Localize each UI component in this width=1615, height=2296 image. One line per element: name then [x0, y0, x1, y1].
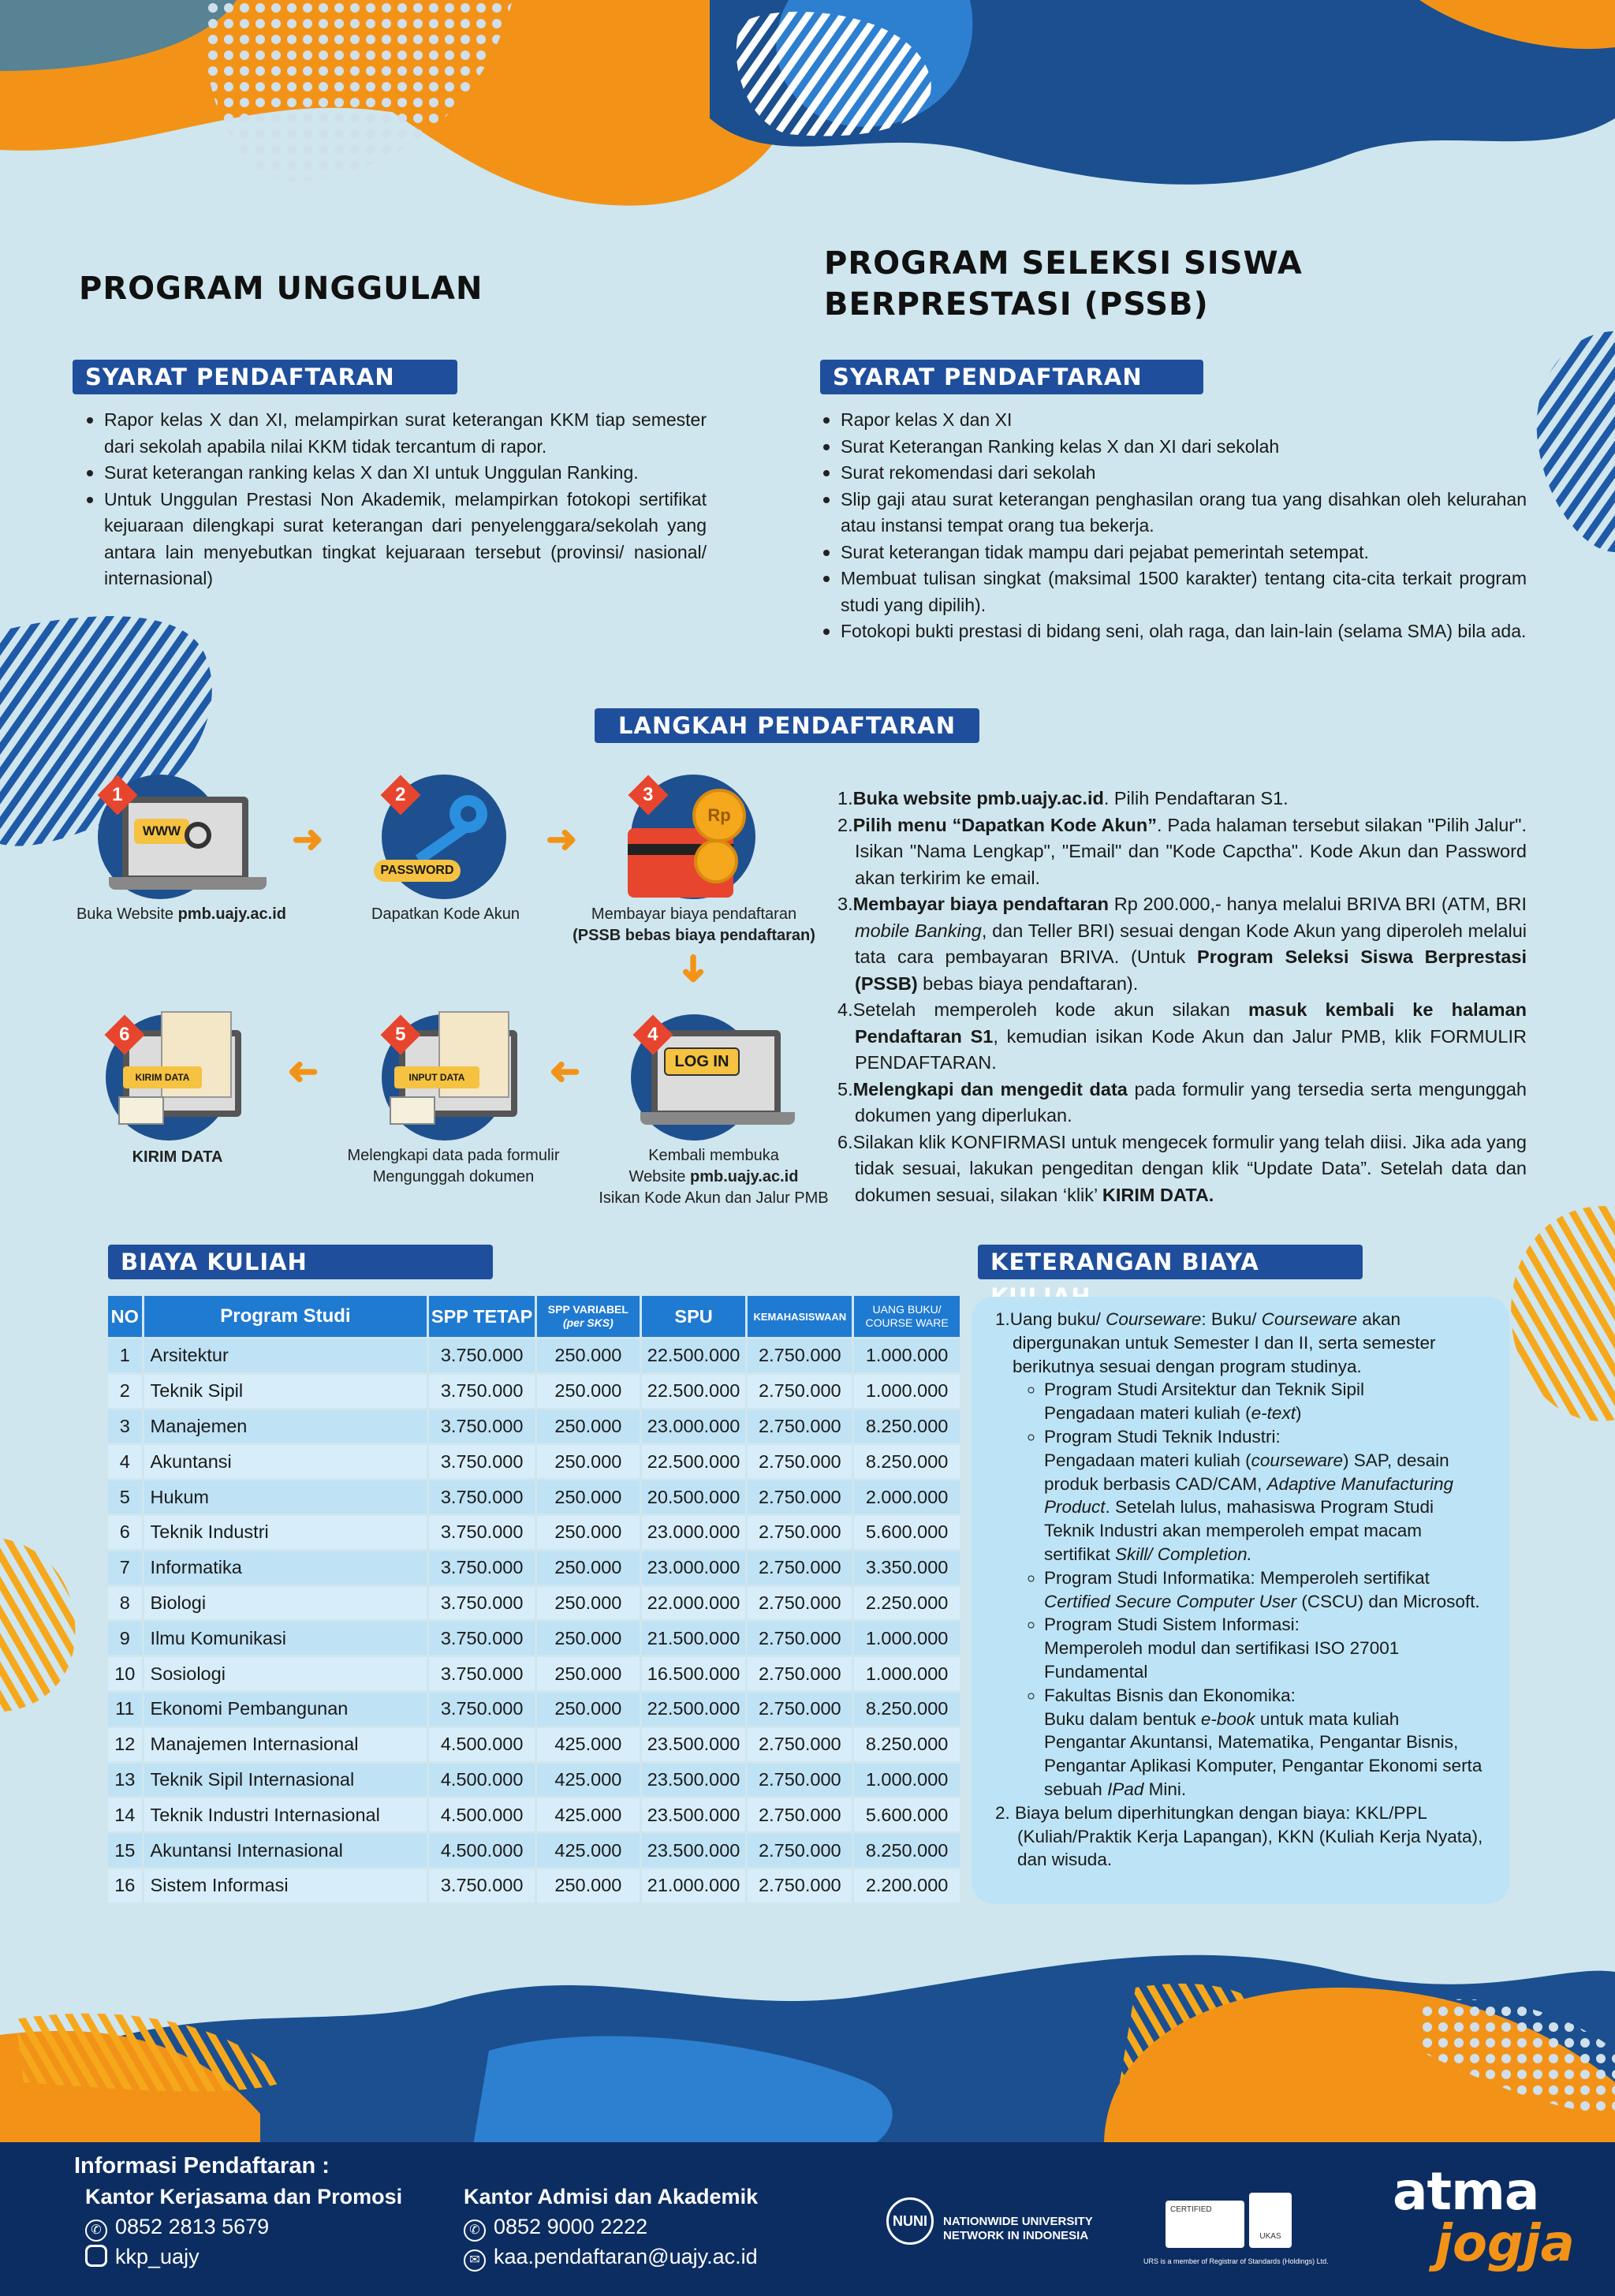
table-row	[108, 1693, 960, 1726]
fee-cell: 21.000.000	[642, 1869, 746, 1902]
fee-cell: 4.500.000	[429, 1798, 535, 1831]
table-row	[108, 1622, 960, 1655]
program-name: Sistem Informasi	[144, 1869, 427, 1902]
fee-cell: 250.000	[537, 1339, 640, 1372]
fee-cell: 23.000.000	[642, 1516, 746, 1549]
fee-cell: 3.750.000	[429, 1693, 535, 1726]
fee-cell: 3.750.000	[429, 1622, 535, 1655]
row-number: 6	[108, 1516, 142, 1549]
col-kemahasiswaan: KEMAHASISWAAN	[748, 1296, 852, 1337]
fee-cell: 23.000.000	[642, 1551, 746, 1585]
list-item: ◦ Fakultas Bisnis dan Ekonomika: Buku dalam bentuk e-book untuk mata kuliah Pengantar Akuntansi, Matematika, Pengantar Bisnis, Pengantar Aplikasi Komputer, Pengantar Ekonomi serta sebuah IPad Mini.	[1044, 1684, 1484, 1801]
atma-logo: atma	[1393, 2161, 1539, 2222]
id-card-icon	[390, 1096, 435, 1125]
fee-cell: 2.750.000	[748, 1657, 852, 1690]
fee-cell: 2.750.000	[748, 1834, 852, 1867]
fee-cell: 2.750.000	[748, 1869, 852, 1902]
fee-cell: 16.500.000	[642, 1657, 746, 1690]
fee-cell: 2.750.000	[748, 1587, 852, 1620]
fee-cell: 2.750.000	[748, 1798, 852, 1831]
table-row	[108, 1375, 960, 1408]
step2-caption: Dapatkan Kode Akun	[371, 905, 520, 923]
table-row	[108, 1551, 960, 1585]
fee-cell: 2.750.000	[748, 1445, 852, 1478]
fee-cell: 4.500.000	[429, 1728, 535, 1761]
fee-cell: 23.500.000	[642, 1834, 746, 1867]
certified-logo: CERTIFIED	[1166, 2201, 1244, 2248]
fee-cell: 2.750.000	[748, 1516, 852, 1549]
program-name: Ekonomi Pembangunan	[144, 1693, 427, 1726]
fee-cell: 2.750.000	[748, 1693, 852, 1726]
row-number: 8	[108, 1587, 142, 1620]
biaya-kuliah-tag: BIAYA KULIAH	[108, 1245, 493, 1279]
keterangan-text	[995, 1308, 1484, 1872]
instagram-icon	[85, 2245, 107, 2267]
program-unggulan-title: PROGRAM UNGGULAN	[79, 271, 483, 307]
password-icon: PASSWORD	[374, 860, 461, 882]
right-syarat-tag: SYARAT PENDAFTARAN	[820, 360, 1203, 394]
fee-cell: 2.250.000	[854, 1587, 960, 1620]
keterangan-tag: KETERANGAN BIAYA	[978, 1245, 1363, 1279]
fee-cell: 8.250.000	[854, 1410, 960, 1443]
instagram-handle: kkp_uajy	[115, 2245, 200, 2268]
fee-cell: 425.000	[537, 1798, 640, 1831]
fee-cell: 3.750.000	[429, 1339, 535, 1372]
fee-cell: 8.250.000	[854, 1445, 960, 1478]
fee-table	[106, 1294, 962, 1905]
fee-cell: 1.000.000	[854, 1339, 960, 1372]
fee-cell: 250.000	[537, 1622, 640, 1655]
fee-cell: 22.500.000	[642, 1375, 746, 1408]
pssb-title: PROGRAM SELEKSI SISWA BERPRESTASI (PSSB)	[824, 245, 1303, 323]
list-item: Surat keterangan ranking kelas X dan XI untuk Unggulan Ranking.	[84, 460, 707, 487]
phone-icon: ✆	[464, 2219, 486, 2242]
fee-cell: 2.750.000	[748, 1339, 852, 1372]
nuni-text: NATIONWIDE UNIVERSITY NETWORK IN INDONESIA	[943, 2215, 1093, 2242]
list-item: Fotokopi bukti prestasi di bidang seni, olah raga, dan lain-lain (selama SMA) bila ada.	[820, 618, 1527, 645]
ukas-logo: UKAS	[1249, 2193, 1292, 2248]
fee-cell: 425.000	[537, 1764, 640, 1797]
fee-cell: 250.000	[537, 1587, 640, 1620]
note-2: 2. Biaya belum diperhitungkan dengan biaya: KKL/PPL (Kuliah/Praktik Kerja Lapangan), KKN (Kuliah Kerja Nyata), dan wisuda.	[995, 1802, 1483, 1870]
fee-cell: 1.000.000	[854, 1764, 960, 1797]
note-1-sublist	[995, 1378, 1484, 1801]
footer-email-row	[464, 2245, 758, 2272]
arrow-right-icon: ➜	[292, 819, 324, 861]
jogja-logo: jogja	[1435, 2215, 1575, 2273]
arrow-down-icon: ➜	[673, 952, 715, 985]
row-number: 12	[108, 1728, 142, 1761]
table-row	[108, 1516, 960, 1549]
fee-cell: 22.500.000	[642, 1693, 746, 1726]
step1-caption: Buka Website pmb.uajy.ac.id	[76, 905, 287, 923]
row-number: 1	[108, 1339, 142, 1372]
kirim-data-icon: KIRIM DATA	[123, 1066, 202, 1088]
row-number: 14	[108, 1798, 142, 1831]
fee-cell: 22.000.000	[642, 1587, 746, 1620]
list-item: Untuk Unggulan Prestasi Non Akademik, melampirkan fotokopi sertifikat kejuaraan dilengkapi surat keterangan dari penyelenggara/sekolah yang antara lain menyebutkan tingkat kejuaraan tersebut (provinsi/ nasional/ internasional)	[84, 487, 707, 592]
fee-cell: 250.000	[537, 1657, 640, 1690]
fee-cell: 3.750.000	[429, 1480, 535, 1514]
fee-cell: 3.750.000	[429, 1410, 535, 1443]
list-item: Surat keterangan tidak mampu dari pejabat pemerintah setempat.	[820, 539, 1527, 566]
step5-caption: Melengkapi data pada formulir Mengunggah dokumen	[347, 1147, 560, 1185]
program-name: Teknik Industri Internasional	[144, 1798, 427, 1831]
program-name: Ilmu Komunikasi	[144, 1622, 427, 1655]
row-number: 2	[108, 1375, 142, 1408]
fee-cell: 425.000	[537, 1728, 640, 1761]
langkah-tag: LANGKAH PENDAFTARAN	[595, 708, 979, 743]
fee-table-body	[108, 1339, 960, 1902]
fee-cell: 2.750.000	[748, 1480, 852, 1514]
row-number: 4	[108, 1445, 142, 1478]
list-item: Membuat tulisan singkat (maksimal 1500 karakter) tentang cita-cita terkait program studi yang dipilih).	[820, 566, 1527, 618]
table-row	[108, 1869, 960, 1902]
program-name: Akuntansi Internasional	[144, 1834, 427, 1867]
step4-caption: Kembali membuka Website pmb.uajy.ac.id Isikan Kode Akun dan Jalur PMB	[599, 1147, 829, 1207]
row-number: 3	[108, 1410, 142, 1443]
fee-cell: 250.000	[537, 1445, 640, 1478]
fee-cell: 2.200.000	[854, 1869, 960, 1902]
list-item: 3.Membayar biaya pendaftaran Rp 200.000,- hanya melalui BRIVA BRI (ATM, BRI mobile Banking, dan Teller BRI) sesuai dengan Kode Akun yang diperoleh melalui tata cara pembayaran BRIVA. (Untuk Program Seleksi Siswa Berprestasi (PSSB) bebas biaya pendaftaran).	[837, 894, 1527, 994]
left-syarat-tag: SYARAT PENDAFTARAN	[73, 360, 457, 394]
list-item: Rapor kelas X dan XI, melampirkan surat keterangan KKM tiap semester dari sekolah apabila nilai KKM tidak tercantum di rapor.	[84, 407, 707, 460]
fee-cell: 8.250.000	[854, 1834, 960, 1867]
program-name: Akuntansi	[144, 1445, 427, 1478]
table-row	[108, 1339, 960, 1372]
list-item: 5.Melengkapi dan mengedit data pada formulir yang tersedia serta mengunggah dokumen yang diperlukan.	[837, 1078, 1527, 1126]
fee-cell: 5.600.000	[854, 1798, 960, 1831]
program-name: Manajemen	[144, 1410, 427, 1443]
list-item: Slip gaji atau surat keterangan penghasilan orang tua yang disahkan oleh kelurahan atau instansi tempat orang tua bekerja.	[820, 487, 1527, 539]
coin-icon: Rp	[692, 789, 746, 842]
list-item: Surat rekomendasi dari sekolah	[820, 460, 1527, 487]
step-number-badge: 6	[105, 1015, 145, 1055]
fee-cell: 20.500.000	[642, 1480, 746, 1514]
fee-cell: 1.000.000	[854, 1375, 960, 1408]
footer-ig-row	[85, 2245, 200, 2269]
magnifier-icon	[185, 822, 211, 849]
row-number: 16	[108, 1869, 142, 1902]
fee-cell: 1.000.000	[854, 1657, 960, 1690]
fee-cell: 250.000	[537, 1375, 640, 1408]
fee-cell: 8.250.000	[854, 1693, 960, 1726]
fee-cell: 2.000.000	[854, 1480, 960, 1514]
col-uang-buku: UANG BUKU/ COURSE WARE	[854, 1296, 960, 1337]
laptop-base-icon	[640, 1112, 795, 1125]
row-number: 5	[108, 1480, 142, 1514]
program-name: Teknik Sipil Internasional	[144, 1764, 427, 1797]
list-item: ◦ Program Studi Arsitektur dan Teknik Sipil Pengadaan materi kuliah (e-text)	[1044, 1378, 1484, 1425]
footer-office1: Kantor Kerjasama dan Promosi	[85, 2185, 403, 2208]
list-item: Surat Keterangan Ranking kelas X dan XI dari sekolah	[820, 434, 1527, 461]
fee-cell: 23.500.000	[642, 1798, 746, 1831]
table-row	[108, 1764, 960, 1797]
fee-cell: 250.000	[537, 1551, 640, 1585]
list-item: ◦ Program Studi Informatika: Memperoleh sertifikat Certified Secure Computer User (CSCU) dan Microsoft.	[1044, 1566, 1484, 1614]
email: kaa.pendaftaran@uajy.ac.id	[494, 2245, 758, 2268]
fee-cell: 425.000	[537, 1834, 640, 1867]
program-name: Teknik Sipil	[144, 1375, 427, 1408]
laptop-base-icon	[109, 877, 267, 890]
fee-cell: 21.500.000	[642, 1622, 746, 1655]
step6-caption: KIRIM DATA	[132, 1148, 223, 1166]
col-spp-variabel: SPP VARIABEL (per SKS)	[537, 1296, 640, 1337]
fee-cell: 8.250.000	[854, 1728, 960, 1761]
list-item: 4.Setelah memperoleh kode akun silakan masuk kembali ke halaman Pendaftaran S1, kemudian isikan Kode Akun dan Jalur PMB, klik FORMULIR PENDAFTARAN.	[837, 999, 1527, 1073]
fee-cell: 3.750.000	[429, 1869, 535, 1902]
id-card-icon	[118, 1096, 164, 1125]
fee-cell: 5.600.000	[854, 1516, 960, 1549]
arrow-left-icon: ➜	[287, 1051, 319, 1093]
table-row	[108, 1728, 960, 1761]
login-icon: LOG IN	[664, 1047, 740, 1076]
step-number-badge: 1	[98, 775, 138, 816]
step-number-badge: 3	[628, 775, 669, 816]
fee-cell: 3.750.000	[429, 1587, 535, 1620]
program-name: Arsitektur	[144, 1339, 427, 1372]
fee-cell: 250.000	[537, 1480, 640, 1514]
table-row	[108, 1445, 960, 1478]
fee-cell: 250.000	[537, 1693, 640, 1726]
fee-cell: 3.750.000	[429, 1551, 535, 1585]
phone1: 0852 2813 5679	[115, 2215, 270, 2238]
col-spu: SPU	[642, 1296, 746, 1337]
step-number-badge: 2	[381, 775, 421, 816]
list-item: 1.Buka website pmb.uajy.ac.id. Pilih Pendaftaran S1.	[837, 788, 1289, 808]
step-number-badge: 4	[633, 1015, 673, 1055]
fee-cell: 250.000	[537, 1516, 640, 1549]
arrow-left-icon: ➜	[549, 1051, 581, 1093]
footer-phone1-row	[85, 2215, 269, 2242]
table-row	[108, 1587, 960, 1620]
fee-cell: 2.750.000	[748, 1728, 852, 1761]
program-name: Biologi	[144, 1587, 427, 1620]
list-item: ◦ Program Studi Teknik Industri: Pengadaan materi kuliah (courseware) SAP, desain produk berbasis CAD/CAM, Adaptive Manufacturing Product. Setelah lulus, mahasiswa Program Studi Teknik Industri akan memperoleh empat macam sertifikat Skill/ Completion.	[1044, 1425, 1484, 1566]
footer-info-title: Informasi Pendaftaran :	[74, 2153, 330, 2178]
list-item: 6.Silakan klik KONFIRMASI untuk mengecek formulir yang telah diisi. Jika ada yang tidak sesuai, lakukan pengeditan dengan klik “Update Data”. Setelah data dan dokumen sesuai, silakan ‘klik’ KIRIM DATA.	[837, 1131, 1527, 1205]
fee-cell: 2.750.000	[748, 1622, 852, 1655]
phone2: 0852 9000 2222	[494, 2215, 648, 2238]
note-1: 1.Uang buku/ Courseware: Buku/ Courseware akan dipergunakan untuk Semester I dan II, serta semester berikutnya sesuai dengan program studinya.	[995, 1309, 1436, 1376]
fee-cell: 3.750.000	[429, 1375, 535, 1408]
col-spp-tetap: SPP TETAP	[429, 1296, 535, 1337]
arrow-right-icon: ➜	[546, 819, 578, 861]
fee-cell: 1.000.000	[854, 1622, 960, 1655]
table-row	[108, 1798, 960, 1831]
left-requirements-list	[84, 407, 707, 592]
program-name: Informatika	[144, 1551, 427, 1585]
row-number: 13	[108, 1764, 142, 1797]
table-row	[108, 1834, 960, 1867]
coin-icon	[694, 839, 738, 883]
fee-cell: 250.000	[537, 1869, 640, 1902]
fee-cell: 3.750.000	[429, 1516, 535, 1549]
footer-office2: Kantor Admisi dan Akademik	[464, 2185, 759, 2208]
phone-icon: ✆	[85, 2219, 107, 2242]
fee-cell: 3.350.000	[854, 1551, 960, 1585]
www-icon: WWW	[134, 819, 189, 844]
registration-flow-diagram	[0, 757, 836, 1230]
list-item: 2.Pilih menu “Dapatkan Kode Akun”. Pada halaman tersebut silakan "Pilih Jalur". Isikan "Nama Lengkap", "Email" dan "Kode Capctha". Kode Akun dan Password akan terkirim ke email.	[837, 814, 1527, 888]
row-number: 15	[108, 1834, 142, 1867]
col-program-studi: Program Studi	[144, 1296, 427, 1337]
row-number: 9	[108, 1622, 142, 1655]
row-number: 10	[108, 1657, 142, 1690]
right-requirements-list	[820, 407, 1527, 645]
fee-cell: 250.000	[537, 1410, 640, 1443]
table-header-row	[108, 1296, 960, 1337]
list-item: Rapor kelas X dan XI	[820, 407, 1527, 434]
fee-cell: 23.000.000	[642, 1410, 746, 1443]
row-number: 7	[108, 1551, 142, 1585]
fee-cell: 22.500.000	[642, 1445, 746, 1478]
program-name: Sosiologi	[144, 1657, 427, 1690]
col-no: NO	[108, 1296, 142, 1337]
program-name: Teknik Industri	[144, 1516, 427, 1549]
fee-cell: 22.500.000	[642, 1339, 746, 1372]
step-number-badge: 5	[381, 1015, 421, 1055]
registration-steps-list	[837, 786, 1527, 1208]
fee-cell: 2.750.000	[748, 1551, 852, 1585]
step3-caption: Membayar biaya pendaftaran (PSSB bebas biaya pendaftaran)	[573, 905, 815, 944]
fee-cell: 2.750.000	[748, 1410, 852, 1443]
row-number: 11	[108, 1693, 142, 1726]
email-icon: ✉	[464, 2249, 486, 2272]
table-row	[108, 1410, 960, 1443]
fee-cell: 4.500.000	[429, 1834, 535, 1867]
fee-cell: 23.500.000	[642, 1728, 746, 1761]
table-row	[108, 1657, 960, 1690]
list-item: ◦ Program Studi Sistem Informasi: Memperoleh modul dan sertifikasi ISO 27001 Fundamental	[1044, 1613, 1484, 1683]
cert-note: URS is a member of Registrar of Standards (Holdings) Ltd.	[1143, 2257, 1329, 2265]
fee-cell: 2.750.000	[748, 1764, 852, 1797]
fee-cell: 3.750.000	[429, 1657, 535, 1690]
fee-cell: 23.500.000	[642, 1764, 746, 1797]
table-row	[108, 1480, 960, 1514]
program-name: Manajemen Internasional	[144, 1728, 427, 1761]
program-name: Hukum	[144, 1480, 427, 1514]
input-data-icon: INPUT DATA	[394, 1066, 479, 1088]
fee-cell: 4.500.000	[429, 1764, 535, 1797]
footer-phone2-row	[464, 2215, 647, 2242]
fee-cell: 3.750.000	[429, 1445, 535, 1478]
fee-cell: 2.750.000	[748, 1375, 852, 1408]
nuni-logo: NUNI	[886, 2197, 934, 2245]
